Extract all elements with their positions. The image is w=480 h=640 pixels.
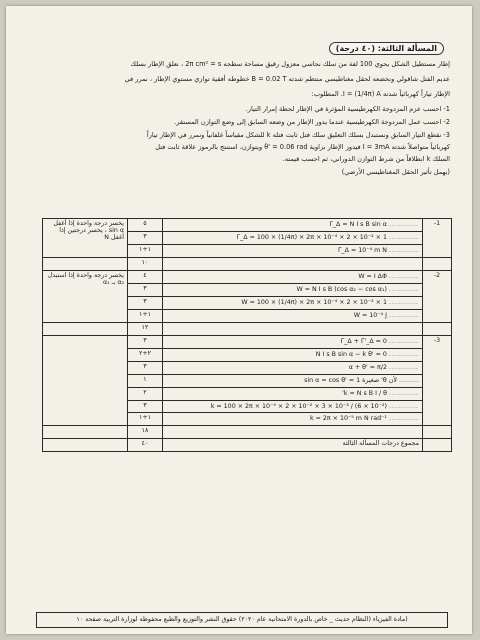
question-3: 3- نقطع التيار السابق ونستبدل بسلك التعليق سلك فتل ثابت فتله k للشكل مقياساً غلفانياً ونمرر في الإطار تياراً [146,131,450,139]
section-total: ١٨ [128,426,163,439]
equation: k = 2π × 10⁻⁵ m N rad⁻¹ [309,415,387,422]
equation-cell: .......... k = 2π × 10⁻⁵ m N rad⁻¹ [163,413,423,426]
equation-cell: .......... Γ_Δ = 10⁻⁴ m N [163,245,423,258]
table-row [43,219,452,232]
equation: لأن θ' صغيرة sin α = cos θ' ≈ 1 [304,377,397,384]
mark-cell: ٤ [128,271,163,284]
equation-cell: .......... N I s B sin α − k θ' = 0 [163,349,423,362]
problem-line: السلك k انطلاقاً من شرط التوازن الدوراني، ثم احسب قيمته. [282,155,450,163]
equation-cell: .......... Γ̄_Δ + Γ̄'_Δ = 0 [163,336,423,349]
answer-table [42,218,452,452]
mark-cell: ٢+٢ [128,349,163,362]
equation-cell: .......... Γ_Δ = N I s B sin α [163,219,423,232]
equation: W = N I s B (cos α₂ − cos α₁) [296,286,387,293]
grand-total-row [43,439,452,452]
equation: k = N s B I / θ' [342,390,387,397]
equation: k = 100 × 2π × 10⁻⁴ × 2 × 10⁻² × 3 × 10⁻³ / (6 × 10⁻²) [210,403,387,410]
mark-cell: ٣ [128,297,163,310]
mark-cell: ٣ [128,362,163,375]
page-footer: (مادة الفيزياء (النظام حديث _ خاص بالدورة الامتحانية عام ٢٠٢٠) حقوق النشر والتوزيع والطبع محفوظة لوزارة التربية صفحة ١٠ [36,612,448,628]
equation: W = 100 × (1/4π) × 2π × 10⁻⁴ × 2 × 10⁻² × 1 [241,299,387,306]
section-total: ١٢ [128,323,163,336]
equation-cell: .......... W = I ΔΦ [163,271,423,284]
equation-cell: .......... k = N s B I / θ' [163,388,423,401]
section-total-row [43,323,452,336]
problem-line: كهربائياً متواصلاً شدته I = 3mA فيدور الإطار بزاوية θ' = 0.06 rad ويتوازن، استنتج بالرموز علاقة ثابت فتل [155,143,450,151]
hint-note: (يهمل تأثير الحقل المغناطيسي الأرضي) [341,168,450,176]
section-label: 3- [423,336,452,426]
equation-cell: .......... W = N I s B (cos α₂ − cos α₁) [163,284,423,297]
equation-cell: .......... W = 10⁻⁴ J [163,310,423,323]
problem-line: إطار مستطيل الشكل يحوي 100 لفة من سلك نحاسي معزول رقيق مساحة سطحه 2π cm² = s ، نعلق الإطار بسلك [130,60,450,68]
equation-cell: .......... k = 100 × 2π × 10⁻⁴ × 2 × 10⁻² × 3 × 10⁻³ / (6 × 10⁻²) [163,401,423,413]
equation: N I s B sin α − k θ' = 0 [315,351,387,358]
problem-line: عديم الفتل شاقولي ونخضعه لحقل مغناطيسي منتظم شدته B = 0.02 T خطوطه أفقية توازي مستوي الإطار ، نمرر في [124,75,450,83]
grading-note: يخسر درجة واحدة إذا أغفل sin α ، يخسر درجتين إذا أغفل N [43,219,128,258]
mark-cell: ٣ [128,336,163,349]
section-total-row [43,258,452,271]
grand-total: ٤٠ [128,439,163,452]
equation: Γ_Δ = 100 × (1/4π) × 2π × 10⁻⁴ × 2 × 10⁻² × 1 [236,234,387,241]
equation: W = 10⁻⁴ J [353,312,387,319]
grand-total-label: مجموع درجات المسألة الثالثة [163,439,423,452]
mark-cell: ٣ [128,401,163,413]
table-row [43,271,452,284]
section-label: 2- [423,271,452,323]
mark-cell: ٥ [128,219,163,232]
equation-cell: .......... α + θ' = π/2 [163,362,423,375]
mark-cell: ٣ [128,232,163,245]
question-1: 1- احسب عزم المزدوجة الكهرطيسية المؤثرة في الإطار لحظة إمرار التيار. [245,105,450,113]
section-total: ١٠ [128,258,163,271]
equation: Γ̄_Δ + Γ̄'_Δ = 0 [340,338,387,345]
table-row [43,336,452,349]
mark-cell: ٣ [128,284,163,297]
equation: Γ_Δ = 10⁻⁴ m N [338,247,387,254]
exam-page [6,6,472,634]
question-2: 2- احسب عمل المزدوجة الكهرطيسية عندما يدور الإطار من وضعه السابق إلى وضع التوازن المستقر. [174,118,450,126]
equation-cell: .......... لأن θ' صغيرة sin α = cos θ' ≈ 1 [163,375,423,388]
section-label: 1- [423,219,452,258]
section-total-row [43,426,452,439]
equation-cell: .......... Γ_Δ = 100 × (1/4π) × 2π × 10⁻⁴ × 2 × 10⁻² × 1 [163,232,423,245]
mark-cell: ٢ [128,388,163,401]
problem-statement [22,60,450,177]
mark-cell: ١+١ [128,310,163,323]
grading-note: يخسر درجة واحدة إذا استبدل α₂ بـ α₁ [43,271,128,323]
mark-cell: ١+١ [128,245,163,258]
grading-note [43,336,128,426]
equation: Γ_Δ = N I s B sin α [329,221,387,228]
mark-cell: ١+١ [128,413,163,426]
mark-cell: ١ [128,375,163,388]
equation-cell: .......... W = 100 × (1/4π) × 2π × 10⁻⁴ × 2 × 10⁻² × 1 [163,297,423,310]
equation: W = I ΔΦ [358,273,387,280]
equation: α + θ' = π/2 [348,364,387,371]
problem-title: المسألة الثالثة: (٤٠ درجة) [329,42,444,55]
problem-line: الإطار تياراً كهربائياً شدته I = (1/4π) A. المطلوب: [311,90,450,98]
